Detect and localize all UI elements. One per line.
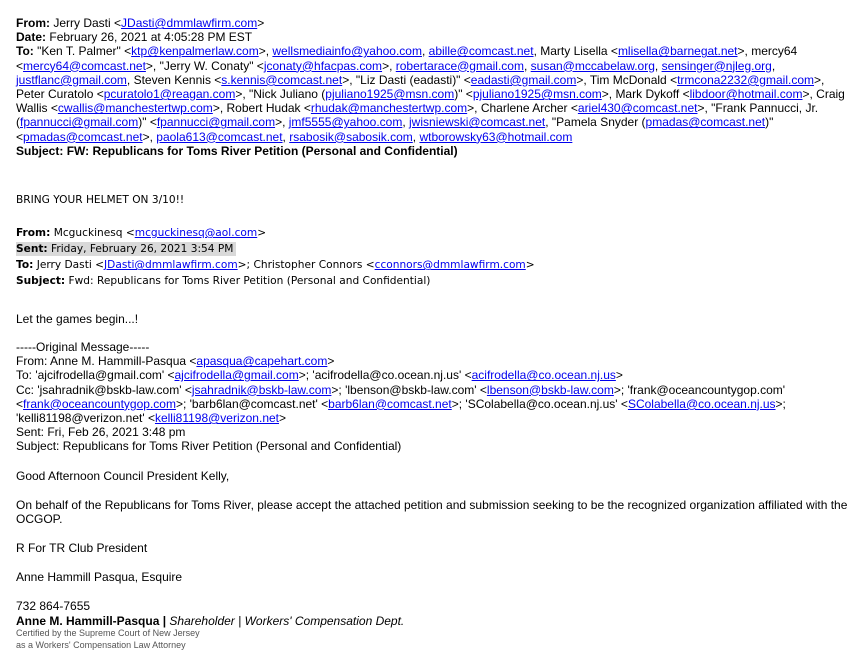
recipient-separator: ,: [421, 44, 429, 59]
body-helmet: BRING YOUR HELMET ON 3/10!!: [16, 194, 185, 206]
recipient-email-link[interactable]: trmcona2232@gmail.com: [677, 72, 814, 87]
recipient-email-link[interactable]: mlisella@barnegat.net: [617, 44, 738, 59]
to-mid: >; 'acifrodella@co.ocean.nj.us' <: [298, 368, 472, 383]
club-title: R For TR Club President: [16, 541, 148, 555]
sent-highlight: [16, 242, 236, 256]
from-pre: From: Anne M. Hammill-Pasqua <: [16, 354, 197, 369]
recipient-separator: >,: [467, 101, 481, 116]
subject-label: Subject:: [16, 275, 66, 287]
from-label: From:: [16, 227, 51, 239]
to-email-link[interactable]: JDasti@dmmlawfirm.com: [104, 259, 238, 271]
to-email-link[interactable]: ajcifrodella@gmail.com: [174, 368, 299, 383]
cc-email-link[interactable]: SColabella@co.ocean.nj.us: [627, 396, 776, 411]
from-end: >: [327, 354, 335, 369]
recipient-email-link[interactable]: pjuliano1925@msn.com: [472, 87, 602, 102]
to-mid: >; Christopher Connors <: [237, 259, 375, 271]
to-label: To:: [16, 44, 34, 59]
recipient-name: "Pamela Snyder (: [551, 115, 646, 130]
date-value: February 26, 2021 at 4:05:28 PM EST: [49, 30, 253, 45]
recipient-name: "Jerry W. Conaty" <: [159, 58, 264, 73]
recipient-separator: >,: [342, 72, 356, 87]
recipient-separator: ,: [412, 129, 420, 144]
date-label: Date:: [16, 30, 47, 45]
to-end: >: [525, 259, 535, 271]
recipient-email-link[interactable]: wtborowsky63@hotmail.com: [419, 129, 573, 144]
subject-value: Fwd: Republicans for Toms River Petition (Personal and Confidential): [68, 275, 431, 287]
recipient-email-link[interactable]: fpannucci@gmail.com: [156, 115, 276, 130]
phone: 732 864-7655: [16, 599, 91, 613]
recipient-separator: >,: [258, 44, 273, 59]
email1-to-line: [16, 44, 852, 143]
email2-header: [16, 225, 852, 289]
recipient-email-link[interactable]: mercy64@comcast.net: [23, 58, 146, 73]
recipient-separator: >,: [275, 115, 289, 130]
subject-value: FW: Republicans for Toms River Petition (Personal and Confidential): [66, 143, 458, 158]
recipient-separator: >,: [145, 58, 160, 73]
recipient-email-link[interactable]: wellsmediainfo@yahoo.com: [272, 44, 422, 59]
email2-from-line: [16, 225, 852, 241]
cc-mid: >; 'SColabella@co.ocean.nj.us' <: [451, 396, 628, 411]
from-email-link[interactable]: mcguckinesq@aol.com: [134, 227, 258, 239]
cert-line-1: Certified by the Supreme Court of New Jersey: [16, 628, 200, 638]
recipient-email-link[interactable]: rhudak@manchestertwp.com: [310, 101, 468, 116]
recipient-separator: ,: [545, 115, 552, 130]
signature-cert: [16, 628, 852, 651]
recipient-email-link[interactable]: pcuratolo1@reagan.com: [103, 87, 236, 102]
recipient-name: Robert Hudak <: [226, 101, 311, 116]
orig-subject-line: Subject: Republicans for Toms River Petition (Personal and Confidential): [16, 439, 402, 454]
cc-email-link[interactable]: barb6lan@comcast.net: [328, 396, 452, 411]
recipient-email-link[interactable]: robertarace@gmail.com: [395, 58, 524, 73]
signature-line: [16, 614, 852, 628]
recipient-separator: >,: [813, 72, 825, 87]
recipient-separator: >,: [802, 87, 817, 102]
recipient-email-link[interactable]: rsabosik@sabosik.com: [289, 129, 413, 144]
cc-mid: >; 'barb6lan@comcast.net' <: [175, 396, 329, 411]
recipient-email-link[interactable]: pmadas@comcast.net: [23, 129, 143, 144]
email1-subject-line: [16, 144, 852, 158]
subject-label: Subject:: [16, 143, 64, 158]
body-paragraph: On behalf of the Republicans for Toms River, please accept the attached petition and submission seeking to be the recognized organization affiliated with the OCGOP.: [16, 498, 848, 527]
cc-pre: 'kelli81198@verizon.net' <: [16, 411, 155, 426]
recipient-name: Marty Lisella <: [540, 44, 618, 59]
from-label: From:: [16, 16, 50, 30]
recipient-name: Peter Curatolo <: [16, 87, 104, 102]
orig-cc-line-2: [16, 397, 852, 411]
recipient-name: Steven Kennis <: [133, 72, 222, 87]
original-message: [16, 340, 852, 454]
cc-email-link[interactable]: kelli81198@verizon.net: [154, 411, 279, 426]
email2-sent-line: [16, 241, 852, 257]
recipient-name: "Liz Dasti (eadasti)" <: [355, 72, 471, 87]
from-email-link[interactable]: apasqua@capehart.com: [196, 354, 328, 369]
to-end: >: [615, 368, 623, 383]
from-end: >: [257, 227, 267, 239]
recipient-separator: )" <: [454, 87, 473, 102]
cc-email-link[interactable]: lbenson@bskb-law.com: [486, 382, 614, 397]
from-name: Jerry Dasti <: [53, 16, 122, 30]
orig-from-line: [16, 354, 852, 368]
orig-sent-line: Sent: Fri, Feb 26, 2021 3:48 pm: [16, 425, 186, 440]
recipient-email-link[interactable]: ariel430@comcast.net: [577, 101, 698, 116]
cc-mid: >;: [775, 396, 786, 411]
signature-name: Anne M. Hammill-Pasqua: [16, 614, 160, 628]
recipient-email-link[interactable]: jwisniewski@comcast.net: [409, 115, 546, 130]
email1-from-line: [16, 16, 852, 30]
to-label: To:: [16, 259, 34, 271]
from-end: >: [257, 16, 265, 30]
email2-subject-line: [16, 273, 852, 289]
recipient-email-link[interactable]: fpannucci@gmail.com: [20, 115, 139, 130]
sent-value: Friday, February 26, 2021 3:54 PM: [51, 243, 234, 255]
recipient-email-link[interactable]: pjuliano1925@msn.com: [325, 87, 455, 102]
recipient-email-link[interactable]: s.kennis@comcast.net: [221, 72, 343, 87]
signature-title: Shareholder | Workers' Compensation Dept.: [169, 614, 405, 628]
recipient-separator: >,: [142, 129, 157, 144]
recipient-separator: ,: [402, 115, 410, 130]
recipients-list: [16, 44, 845, 143]
recipient-email-link[interactable]: ktp@kenpalmerlaw.com: [131, 44, 259, 59]
recipient-email-link[interactable]: abille@comcast.net: [428, 44, 534, 59]
recipient-email-link[interactable]: paola613@comcast.net: [156, 129, 283, 144]
signature-sep: |: [159, 614, 170, 628]
recipient-email-link[interactable]: cwallis@manchestertwp.com: [57, 101, 213, 116]
recipient-separator: ,: [533, 44, 541, 59]
to-email-link[interactable]: cconnors@dmmlawfirm.com: [374, 259, 526, 271]
cc-mid: >; 'frank@oceancountygop.com': [613, 382, 786, 397]
orig-cc-line-3: [16, 411, 852, 425]
recipient-separator: >,: [212, 101, 227, 116]
recipient-separator: )" <: [16, 115, 774, 144]
recipient-email-link[interactable]: eadasti@gmail.com: [470, 72, 577, 87]
recipient-email-link[interactable]: jconaty@hfacpas.com: [263, 58, 383, 73]
recipient-email-link[interactable]: sensinger@njleg.org: [661, 58, 772, 73]
cc-end: >: [279, 411, 287, 426]
recipient-separator: ,: [523, 58, 531, 73]
to-pre: To: 'ajcifrodella@gmail.com' <: [16, 368, 175, 383]
email1-date-line: [16, 30, 852, 44]
recipient-email-link[interactable]: susan@mccabelaw.org: [530, 58, 655, 73]
recipient-separator: ,: [126, 72, 134, 87]
recipient-email-link[interactable]: libdoor@hotmail.com: [689, 87, 803, 102]
recipient-name: "Nick Juliano (: [249, 87, 326, 102]
from-email-link[interactable]: JDasti@dmmlawfirm.com: [121, 16, 258, 30]
recipient-email-link[interactable]: justflanc@gmail.com: [16, 72, 127, 87]
recipient-separator: ,: [771, 58, 776, 73]
cc-email-link[interactable]: frank@oceancountygop.com: [23, 396, 176, 411]
cc-mid: >; 'lbenson@bskb-law.com' <: [331, 382, 487, 397]
to-pre: Jerry Dasti <: [36, 259, 105, 271]
recipient-email-link[interactable]: jmf5555@yahoo.com: [288, 115, 403, 130]
cc-email-link[interactable]: jsahradnik@bskb-law.com: [191, 382, 332, 397]
recipient-name: Craig Wallis <: [16, 87, 845, 116]
signoff: Anne Hammill Pasqua, Esquire: [16, 570, 183, 584]
recipient-separator: >, mercy64 <: [16, 44, 798, 73]
recipient-separator: >,: [576, 72, 590, 87]
recipient-name: Charlene Archer <: [480, 101, 578, 116]
email2-to-line: [16, 257, 852, 273]
from-name: Mcguckinesq <: [53, 227, 135, 239]
cert-line-2: as a Workers' Compensation Law Attorney: [16, 639, 186, 650]
cc-pre: Cc: 'jsahradnik@bskb-law.com' <: [16, 382, 192, 397]
cc-pre: <: [16, 396, 24, 411]
recipient-separator: >,: [697, 101, 712, 116]
recipient-email-link[interactable]: pmadas@comcast.net: [645, 115, 766, 130]
divider: -----Original Message-----: [16, 340, 150, 354]
greeting: Good Afternoon Council President Kelly,: [16, 469, 230, 483]
recipient-separator: )" <: [138, 115, 157, 130]
recipient-separator: >,: [235, 87, 249, 102]
recipient-name: "Frank Pannucci, Jr. (: [16, 101, 819, 130]
recipient-name: "Ken T. Palmer" <: [37, 44, 132, 59]
orig-to-line: [16, 368, 852, 382]
body-games: Let the games begin...!: [16, 312, 139, 326]
recipient-separator: >,: [382, 58, 396, 73]
recipient-name: Mark Dykoff <: [615, 87, 690, 102]
recipient-separator: >,: [601, 87, 616, 102]
email1-header: [16, 16, 852, 158]
recipient-separator: ,: [282, 129, 290, 144]
orig-cc-line: [16, 383, 852, 397]
recipient-separator: ,: [654, 58, 662, 73]
sent-label: Sent:: [16, 243, 48, 255]
to-email-link[interactable]: acifrodella@co.ocean.nj.us: [471, 368, 616, 383]
recipient-name: Tim McDonald <: [589, 72, 678, 87]
